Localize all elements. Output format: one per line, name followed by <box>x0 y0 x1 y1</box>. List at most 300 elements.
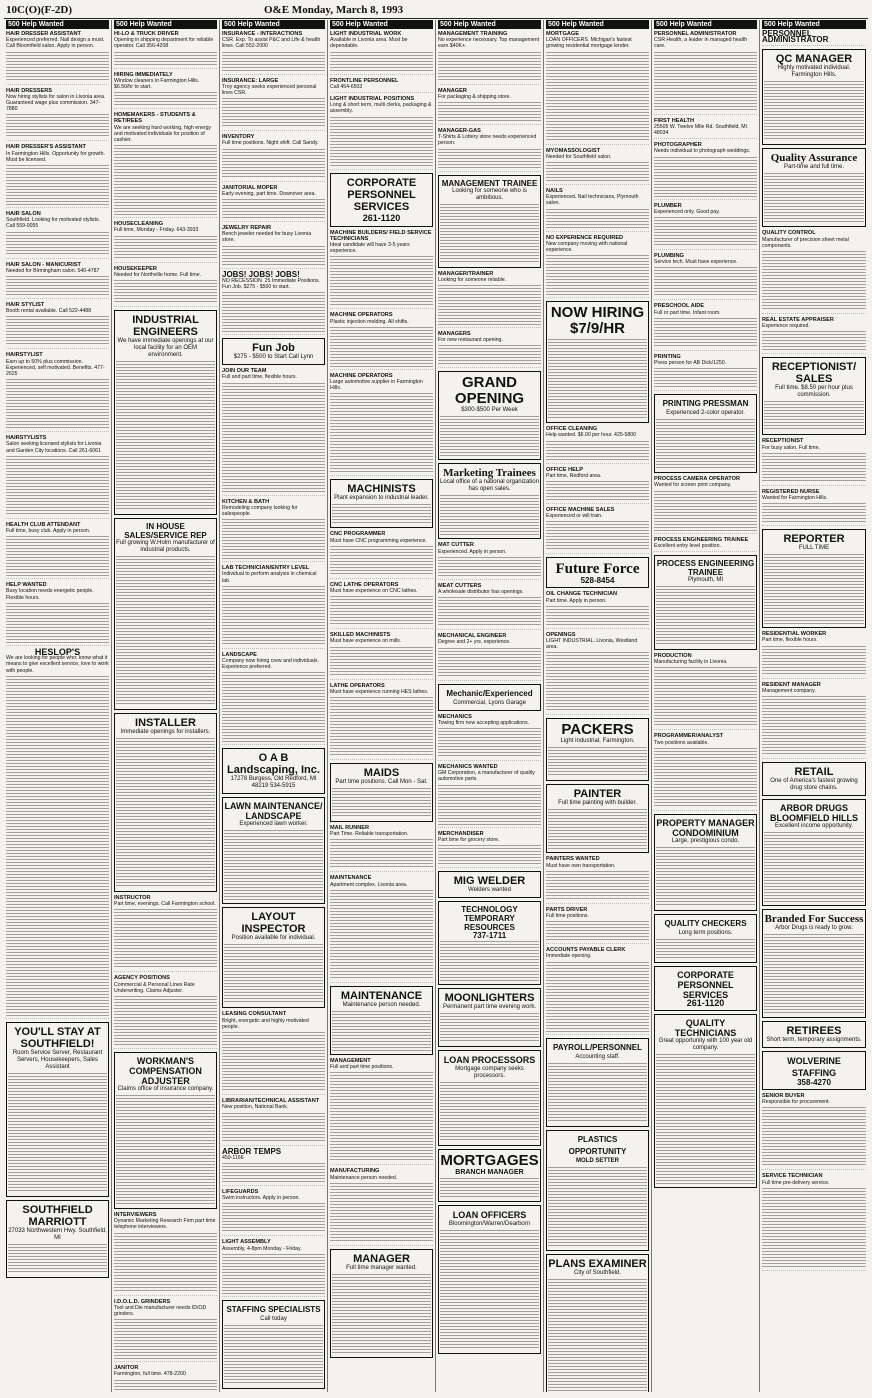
display-ad-body: Full growing W.Holm manufacturer of industrial products. <box>116 540 215 554</box>
classified-ad <box>330 1058 433 1165</box>
column-4 <box>328 20 436 1392</box>
ad-title: HEALTH CLUB ATTENDANT <box>6 521 81 528</box>
classified-ad <box>762 317 866 354</box>
ad-title: MORTGAGE <box>546 31 579 37</box>
ad-title: SKILLED MACHINISTS <box>330 632 391 639</box>
classified-ad <box>546 467 649 504</box>
ad-text: Booth rental available. Call 522-4488 <box>6 308 92 315</box>
ad-text: Full time positions. <box>546 913 589 920</box>
classified-ad <box>222 1098 325 1145</box>
ad-title: RECEPTIONIST <box>762 438 804 445</box>
display-ad-body: 261-1120 <box>362 212 401 223</box>
classified-ad <box>222 269 325 336</box>
ad-text: Experienced. Nail technicians, Plymouth salon. <box>546 194 639 207</box>
ad-text: Part Time. Reliable transportation. <box>330 831 409 838</box>
ad-title: LIBRARIAN/TECHNICAL ASSISTANT <box>222 1098 320 1105</box>
classified-columns <box>4 20 868 1392</box>
ad-title: HAIR STYLIST <box>6 302 45 309</box>
ad-title: MACHINE BUILDERS/ FIELD SERVICE TECHNICIANS <box>330 229 432 242</box>
ad-title: INSURANCE: LARGE <box>222 77 279 84</box>
classified-ad <box>438 331 541 368</box>
ad-title: ACCOUNTS PAYABLE CLERK <box>546 947 626 954</box>
ad-title: PARTS DRIVER <box>546 906 588 913</box>
ad-text: Service tech. Must have experience. <box>654 259 738 266</box>
classified-ad <box>762 1173 866 1270</box>
ad-text: NO RECESSION. 25 Immediate Positions. Fun Job. $275 - $500 to start. <box>222 277 321 291</box>
ad-title: RESIDENTIAL WORKER <box>762 631 827 638</box>
ad-title: MAT CUTTER <box>438 542 474 549</box>
ad-title: INSTRUCTOR <box>114 895 151 902</box>
ad-title: QUALITY CONTROL <box>762 230 816 237</box>
ad-text: Opening in shipping department for reliable operator. Call 356-4208 <box>114 37 214 50</box>
display-ad-body: Part-time and full time. <box>783 164 845 171</box>
ad-text: 25505 W. Twelve Mile Rd. Southfield, MI 48034 <box>654 123 748 137</box>
ad-text: Swim instructors. Apply in person. <box>222 1195 300 1202</box>
display-ad-headline: PLANS EXAMINER <box>548 1257 647 1270</box>
classified-ad <box>546 148 649 185</box>
ad-text: Management company. <box>762 687 816 694</box>
classified-ad <box>438 31 541 85</box>
ad-text: Part time for grocery store. <box>438 836 500 843</box>
ad-title: OIL CHANGE TECHNICIAN <box>546 591 618 598</box>
classified-ad <box>114 266 217 307</box>
classified-ad <box>654 653 757 730</box>
display-ad-headline: QUALITY CHECKERS <box>664 918 747 928</box>
ad-title: LAB TECHNICIAN/ENTRY LEVEL <box>222 565 310 572</box>
ad-title: MACHINE OPERATORS <box>330 372 393 379</box>
classified-ad <box>330 825 433 872</box>
display-ad-body: 528-8454 <box>580 576 615 586</box>
display-ad-body: Light industrial, Farmington. <box>560 738 635 745</box>
ad-text: Experienced only. Good pay. <box>654 208 720 215</box>
display-ad-headline: YOU'LL STAY AT SOUTHFIELD! <box>14 1025 101 1050</box>
ad-text: Towing firm now accepting applications. <box>438 719 530 726</box>
display-ad-wolverine-staffing <box>762 1051 866 1090</box>
ad-title: ARBOR TEMPS <box>222 1146 282 1156</box>
display-ad-body: Short term, temporary assignments. <box>766 1037 862 1044</box>
display-ad-headline: RETIREES <box>786 1025 842 1038</box>
classified-ad <box>654 118 757 140</box>
display-ad-grand-opening <box>438 371 541 460</box>
ad-title: INTERVIEWERS <box>114 1212 157 1219</box>
display-ad-body: Large, prestigious condo. <box>671 837 740 844</box>
ad-text: Needed for Northville home. Full time. <box>114 271 202 278</box>
classified-ad <box>330 1168 433 1245</box>
ad-text: Maintenance person needed. <box>330 1174 398 1181</box>
display-ad-marriott <box>6 1200 109 1278</box>
display-ad-headline: NOW HIRING <box>550 304 645 322</box>
ad-title: JEWELRY REPAIR <box>222 225 272 232</box>
classified-ad <box>654 203 757 250</box>
ad-title: AGENCY POSITIONS <box>114 975 170 982</box>
display-ad-maintenance <box>330 986 433 1055</box>
display-ad-headline: MAINTENANCE <box>340 989 423 1002</box>
display-ad-body: Plymouth, MI <box>687 577 723 584</box>
ad-text: In Farmington Hills. Opportunity for growth. Must be licensed. <box>6 150 105 163</box>
display-ad-body: Call today <box>260 1315 287 1322</box>
ad-text: Wanted for Farmington Hills. <box>762 495 828 502</box>
ad-title: CNC PROGRAMMER <box>330 531 386 538</box>
classified-ad <box>762 682 866 759</box>
ad-text: Salon seeking licensed stylists for Livonia and Garden City locations. Call 261-6061 <box>6 441 102 454</box>
display-ad-body: One of America's fastest growing drug store chains. <box>770 778 858 792</box>
classified-ad <box>6 31 109 85</box>
ad-title: JOBS! JOBS! JOBS! <box>222 269 300 279</box>
ad-text: Responsible for procurement. <box>762 1099 831 1106</box>
ad-text: Experienced preferred. Nail design a must. Call Bloomfield salon. Apply in person. <box>6 37 105 50</box>
display-ad-body: BRANCH MANAGER <box>455 1169 524 1177</box>
display-ad-layout-inspector <box>222 907 325 1008</box>
display-ad-headline: LAWN MAINTENANCE/ LANDSCAPE <box>224 801 323 822</box>
display-ad-body: Long term positions. <box>678 929 733 936</box>
ad-text: Manufacturing facility in Livonia. <box>654 659 728 666</box>
classified-ad <box>762 31 866 46</box>
classified-ad <box>114 1212 217 1296</box>
display-ad-headline: QUALITY TECHNICIANS <box>674 1017 737 1038</box>
column-6 <box>544 20 652 1392</box>
section-heading: 500 Help Wanted <box>222 20 325 29</box>
display-ad-headline: CORPORATE PERSONNEL SERVICES <box>677 969 734 1000</box>
display-ad-headline: CORPORATE PERSONNEL SERVICES <box>346 176 417 213</box>
classified-ad <box>222 31 325 75</box>
display-ad-body: Mortgage company seeks processors. <box>455 1066 524 1080</box>
display-ad-body: Position available for individual. <box>231 935 316 942</box>
ad-title: OFFICE CLEANING <box>546 426 598 433</box>
ad-title: LATHE OPERATORS <box>330 682 385 689</box>
display-ad-southfield <box>6 1022 109 1197</box>
ad-title: HAIR SALON <box>6 211 41 218</box>
ad-text: Help wanted. $6.00 per hour. 425-5800 <box>546 432 636 439</box>
ad-title: LIGHT ASSEMBLY <box>222 1239 271 1246</box>
ad-title: HAIR SALON - MANICURIST <box>6 261 81 268</box>
classified-ad <box>114 221 217 262</box>
display-ad-machinists <box>330 479 433 528</box>
ad-text: Full and part time, flexible hours. <box>222 374 297 381</box>
ad-text: Large automotive supplier in Farmington Hills. <box>330 379 423 392</box>
ad-title: MANAGEMENT TRAINING <box>438 31 508 37</box>
classified-ad <box>222 565 325 649</box>
ad-title: HAIR DRESSER ASSISTANT <box>6 31 81 37</box>
display-ad-mechanic <box>438 684 541 711</box>
ad-title: JANITORIAL MOPER <box>222 184 278 191</box>
ad-text: CSR Health, a leader in managed health care. <box>654 37 748 50</box>
ad-title: FIRST HEALTH <box>654 117 694 124</box>
ad-text: Full and part time positions. <box>330 1064 394 1071</box>
display-ad-body: City of Southfield. <box>573 1269 622 1276</box>
classified-ad <box>114 1299 217 1363</box>
ad-title: MYOMASSOLOGIST <box>546 147 601 154</box>
column-5 <box>436 20 544 1392</box>
display-ad-headline: Fun Job <box>252 342 295 355</box>
display-ad-body: Part time positions. Call Mon - Sat. <box>335 779 428 786</box>
ad-title: LEASING CONSULTANT <box>222 1011 287 1018</box>
display-ad-mortgages <box>438 1149 541 1202</box>
display-ad-body: Great opportunity with 100 year old company. <box>658 1037 753 1051</box>
display-ad-headline: PROCESS ENGINEERING TRAINEE <box>656 559 755 578</box>
display-ad-headline: WORKMAN'S COMPENSATION ADJUSTER <box>129 1056 202 1087</box>
classified-ad <box>222 134 325 181</box>
display-ad-body: Welders wanted <box>468 887 511 894</box>
page-number: 10C(O)(F-2D) <box>6 4 72 16</box>
display-ad-headline: PACKERS <box>561 721 634 739</box>
ad-title: FRONTLINE PERSONNEL <box>330 77 399 84</box>
ad-text: Looking for someone reliable. <box>438 276 507 283</box>
classified-ad <box>654 537 757 552</box>
display-ad-body: Full time. $8.50 per hour plus commission. <box>775 385 853 399</box>
ad-title: JANITOR <box>114 1365 139 1372</box>
display-ad-headline: PAINTER <box>573 788 622 801</box>
display-ad-body: 17278 Burgess, Old Redford, MI 48219 534-5915 <box>230 776 317 790</box>
ad-text: Full time pre-delivery service. <box>762 1179 830 1186</box>
ad-title: MANUFACTURING <box>330 1168 380 1175</box>
display-ad-body: Claims office of insurance company. <box>117 1086 214 1093</box>
ad-text: We are looking for people who: know what it means to give excellent service, love to work with people. <box>6 655 109 674</box>
ad-text: Window cleaners in Farmington Hills. $6.50/hr to start. <box>114 77 200 91</box>
ad-text: New position, National Bank. <box>222 1104 289 1111</box>
ad-text: Tool and Die manufacturer needs ID/OD grinders. <box>114 1304 207 1318</box>
classified-ad <box>546 632 649 716</box>
classified-ad <box>762 1093 866 1170</box>
classified-ad <box>546 235 649 299</box>
section-heading: 500 Help Wanted <box>654 20 757 29</box>
display-ad-body: Full time painting with builder. <box>558 800 637 807</box>
display-ad-headline: RETAIL <box>794 766 834 779</box>
display-ad-packers <box>546 718 649 781</box>
ad-text: New company moving with national experience. <box>546 240 628 254</box>
display-ad-fun-job <box>222 338 325 365</box>
display-ad-painter <box>546 784 649 853</box>
display-ad-mig-welder <box>438 871 541 898</box>
display-ad-headline: Future Force <box>555 561 640 578</box>
classified-ad <box>438 542 541 579</box>
classified-ad <box>762 438 866 485</box>
classified-ad <box>654 253 757 300</box>
ad-title: INVENTORY <box>222 134 255 141</box>
ad-title: HESLOP'S <box>34 646 81 657</box>
display-ad-headline: PAYROLL/PERSONNEL <box>553 1042 642 1052</box>
ad-title: MECHANICS WANTED <box>438 764 498 771</box>
ad-text: Needed for Birmingham salon. 540-4787 <box>6 267 100 274</box>
display-ad-body: FULL TIME <box>798 545 830 552</box>
ad-text: Two positions available. <box>654 739 709 746</box>
classified-ad <box>222 1189 325 1236</box>
classified-ad <box>546 31 649 145</box>
ad-text: A wholesale distributor has openings. <box>438 589 524 596</box>
ad-title: PAINTERS WANTED <box>546 856 600 863</box>
ad-text: Troy agency seeks experienced personal lines CSR. <box>222 83 317 97</box>
ad-text: Needs individual to photograph weddings. <box>654 148 751 155</box>
classified-ad <box>222 1239 325 1296</box>
column-1 <box>4 20 112 1392</box>
display-ad-retail <box>762 762 866 796</box>
display-ad-wage: $7/9/HR <box>569 320 626 338</box>
classified-ad <box>114 112 217 218</box>
classified-ad <box>6 646 109 1019</box>
ad-title: PLUMBER <box>654 202 682 209</box>
ad-title: PLUMBING <box>654 253 684 260</box>
display-ad-installer <box>114 713 217 892</box>
column-8 <box>760 20 868 1392</box>
ad-text: Individual to perform analysis in chemical lab. <box>222 571 317 584</box>
classified-ad <box>6 144 109 208</box>
classified-ad <box>546 188 649 232</box>
display-ad-body: 737-1711 <box>472 931 507 941</box>
display-ad-body: Full time manager wanted. <box>346 1264 417 1271</box>
display-ad-headline: REPORTER <box>783 533 845 546</box>
classified-ad <box>330 96 433 170</box>
classified-ad <box>330 230 433 310</box>
ad-text: For new restaurant opening. <box>438 337 503 344</box>
display-ad-body: We have immediate openings at our local facility for an OEM environment. <box>117 338 214 359</box>
display-ad-loan-processors <box>438 1050 541 1146</box>
display-ad-retirees <box>762 1021 866 1048</box>
ad-text: Full time, busy club. Apply in person. <box>6 528 91 535</box>
display-ad-headline: LOAN PROCESSORS <box>443 1055 536 1066</box>
ad-text: Full time, Monday - Friday. 643-3933 <box>114 227 199 234</box>
display-ad-body: Commercial, Lyons Garage <box>453 699 526 706</box>
ad-text: Experienced or will train. <box>546 513 603 520</box>
classified-ad <box>654 142 757 199</box>
ad-text: Full or part time. Infant room. <box>654 309 721 316</box>
ad-text: Excellent entry level position. <box>654 542 721 549</box>
ad-title: NO EXPERIENCE REQUIRED <box>546 234 624 241</box>
ad-title: OFFICE MACHINE SALES <box>546 507 615 514</box>
classified-ad <box>330 632 433 679</box>
display-ad-qc-manager <box>762 49 866 145</box>
ad-text: Experience required. <box>762 323 810 330</box>
classified-ad <box>222 78 325 132</box>
ad-title: PRINTING <box>654 353 681 360</box>
ad-text: Wanted for screen print company. <box>654 482 732 489</box>
ad-text: Plastic injection molding. All shifts. <box>330 318 409 325</box>
ad-title: HOMEMAKERS - STUDENTS & RETIREES <box>114 112 196 125</box>
ad-title: PHOTOGRAPHER <box>654 142 702 149</box>
display-ad-headline: ARBOR DRUGS BLOOMFIELD HILLS <box>770 803 858 824</box>
classified-ad <box>114 1365 217 1392</box>
ad-title: HAIRSTYLISTS <box>6 435 47 442</box>
classified-ad <box>6 211 109 259</box>
ad-text: GM Corporation, a manufacturer of quality automotive parts. <box>438 770 535 783</box>
display-ad-headline: Quality Assurance <box>770 152 858 165</box>
display-ad-headline: SOUTHFIELD MARRIOTT <box>22 1203 93 1228</box>
classified-ad <box>330 31 433 75</box>
classified-ad <box>6 522 109 579</box>
ad-title: OPENINGS <box>546 631 576 638</box>
classified-ad <box>762 631 866 678</box>
ad-text: Experienced. Apply in person. <box>438 548 507 555</box>
ad-text: Must have own transportation. <box>546 862 616 869</box>
display-ad-headline: GRAND OPENING <box>454 374 525 408</box>
display-ad-plans-examiner <box>546 1254 649 1392</box>
display-ad-headline: MAIDS <box>363 767 400 780</box>
display-ad-headline: MIG WELDER <box>453 875 526 888</box>
display-ad-body: Bloomington/Warren/Dearborn <box>448 1221 531 1228</box>
display-ad-headline: O A B Landscaping, Inc. <box>227 752 320 777</box>
ad-text: Press person for AB Dick/1250. <box>654 360 727 367</box>
display-ad-marketing-trainees <box>438 463 541 539</box>
display-ad-headline: INSTALLER <box>135 717 196 730</box>
ad-text: Farmington, full time. 478-2200 <box>114 1371 186 1378</box>
page-header <box>4 4 868 19</box>
ad-title: HOUSEKEEPER <box>114 265 157 272</box>
display-ad-body: Highly motivated individual. Farmington Hills. <box>777 65 851 79</box>
display-ad-headline: LAYOUT INSPECTOR <box>241 911 306 936</box>
ad-title: SERVICE TECHNICIAN <box>762 1173 823 1180</box>
display-ad-body: Permanent part time evening work. <box>442 1004 537 1011</box>
classified-ad <box>222 652 325 746</box>
display-ad-headline: QC MANAGER <box>775 53 853 66</box>
section-heading: 500 Help Wanted <box>114 20 217 29</box>
ad-title: MANAGER/TRAINER <box>438 270 494 277</box>
classified-ad <box>438 764 541 828</box>
ad-text: For busy salon. Full time. <box>762 444 820 451</box>
classified-ad <box>438 633 541 680</box>
ad-title: NAILS <box>546 188 563 195</box>
classified-ad <box>330 78 433 93</box>
ad-text: Commercial & Personal Lines Rate Underwriting. Claims Adjuster. <box>114 981 195 994</box>
ad-text: Long & short term, multi clerks, packaging & assembly. <box>330 102 432 115</box>
ad-text: Manufacturer of precision sheet metal components. <box>762 236 849 249</box>
display-ad-body: Room Service Server, Restaurant Servers, Housekeepers, Sales Assistant <box>12 1049 103 1070</box>
display-ad-plastics <box>546 1130 649 1251</box>
display-ad-headline: MANAGEMENT TRAINEE <box>441 178 538 188</box>
display-ad-headline: PLASTICS OPPORTUNITY <box>568 1134 627 1156</box>
display-ad-body: $275 - $500 to Start Call Lynn <box>233 354 314 361</box>
display-ad-quality-checkers <box>654 914 757 963</box>
display-ad-loan-officers <box>438 1205 541 1354</box>
display-ad-oab-landscaping <box>222 748 325 794</box>
display-ad-lawn-maintenance <box>222 797 325 904</box>
display-ad-payroll <box>546 1038 649 1127</box>
display-ad-headline: RECEPTIONIST/ SALES <box>771 361 857 386</box>
ad-text: Must have CNC programming experience. <box>330 537 427 544</box>
display-ad-headline: Marketing Trainees <box>443 467 536 480</box>
ad-title: PERSONNEL ADMINISTRATOR <box>654 31 737 37</box>
classified-ad <box>222 499 325 563</box>
classified-ad <box>546 907 649 944</box>
section-heading: 500 Help Wanted <box>330 20 433 29</box>
display-ad-process-engineering <box>654 555 757 650</box>
ad-title: LIGHT INDUSTRIAL POSITIONS <box>330 96 415 103</box>
ad-title: MAIL RUNNER <box>330 825 370 832</box>
classified-ad <box>222 1146 325 1186</box>
ad-title: PROCESS ENGINEERING TRAINEE <box>654 536 749 543</box>
ad-title: JOIN OUR TEAM <box>222 368 267 375</box>
display-ad-technology-temporary <box>438 901 541 985</box>
ad-title: HAIR DRESSER'S ASSISTANT <box>6 144 86 151</box>
classified-ad <box>654 303 757 350</box>
display-ad-manager <box>330 1249 433 1358</box>
ad-text: Must have experience running HES lathes. <box>330 688 429 695</box>
display-ad-body: Immediate openings for installers. <box>120 729 211 736</box>
classified-ad <box>330 875 433 982</box>
display-ad-quality-assurance <box>762 148 866 227</box>
classified-ad <box>546 591 649 628</box>
display-ad-branded <box>762 909 866 1018</box>
ad-text: Earn up to 50% plus commission. Experienced, self motivated. Benefits. 477-2625 <box>6 358 105 378</box>
display-ad-reporter <box>762 529 866 628</box>
classified-ad <box>330 582 433 629</box>
ad-title: PERSONNEL ADMINISTRATOR <box>762 29 829 45</box>
ad-title: MACHINE OPERATORS <box>330 312 393 319</box>
display-ad-headline: STAFFING SPECIALISTS <box>226 1304 321 1314</box>
ad-text: No experience necessary. Top management earn $40K+. <box>438 37 540 50</box>
display-ad-printing-pressman <box>654 394 757 473</box>
ad-title: MECHANICAL ENGINEER <box>438 633 507 640</box>
display-ad-body: 27033 Northwestern Hwy. Southfield, MI <box>8 1227 107 1241</box>
ad-text: Call 454-6503 <box>330 83 363 90</box>
classified-ad <box>6 302 109 349</box>
